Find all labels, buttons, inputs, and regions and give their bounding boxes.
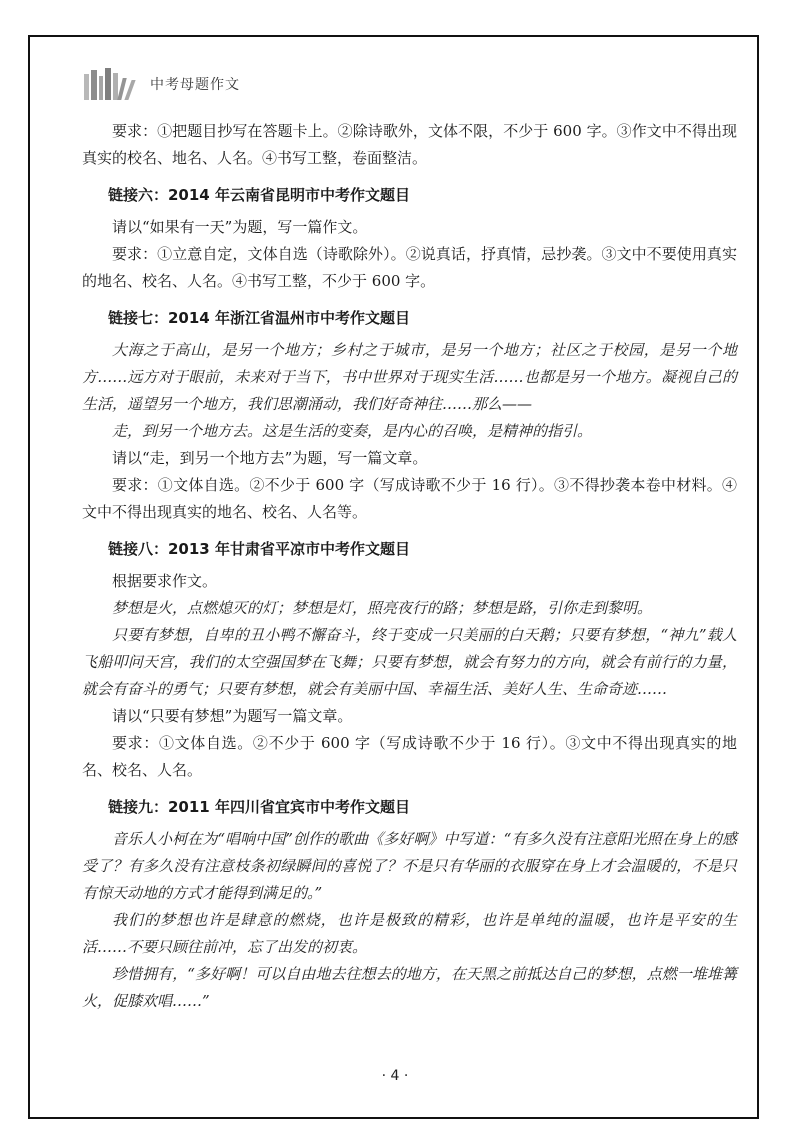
body-paragraph: 要求：①立意自定，文体自选（诗歌除外）。②说真话，抒真情，忌抄袭。③文中不要使用真实的地名、校名、人名。④书写工整，不少于 600 字。	[82, 245, 737, 290]
material-paragraph: 大海之于高山，是另一个地方；乡村之于城市，是另一个地方；社区之于校园，是另一个地方……远方对于眼前，未来对于当下，书中世界对于现实生活……也都是另一个地方。凝视自己的生活，遥望另一个地方，我们思潮涌动，我们好奇神往……那么——	[82, 341, 737, 413]
material-paragraph: 只要有梦想，自卑的丑小鸭不懈奋斗，终于变成一只美丽的白天鹅；只要有梦想，“神九”载人飞船叩问天宫，我们的太空强国梦在飞舞；只要有梦想，就会有努力的方向，就会有前行的力量，就会有奋斗的勇气；只要有梦想，就会有美丽中国、幸福生活、美好人生、生命奇迹……	[82, 626, 737, 698]
section-heading: 链接九：2011 年四川省宜宾市中考作文题目	[108, 798, 410, 816]
body-paragraph: 要求：①把题目抄写在答题卡上。②除诗歌外，文体不限，不少于 600 字。③作文中不得出现真实的校名、地名、人名。④书写工整，卷面整洁。	[82, 122, 737, 167]
material-paragraph: 音乐人小柯在为“唱响中国”创作的歌曲《多好啊》中写道：“有多久没有注意阳光照在身上的感受了？有多久没有注意枝条初绿瞬间的喜悦了？不是只有华丽的衣服穿在身上才会温暖的，不是只有惊天动地的方式才能得到满足的。”	[82, 830, 737, 902]
body-paragraph: 要求：①文体自选。②不少于 600 字（写成诗歌不少于 16 行）。③不得抄袭本卷中材料。④文中不得出现真实的地名、校名、人名等。	[82, 476, 737, 521]
document-body	[82, 118, 737, 1015]
body-paragraph: 请以“只要有梦想”为题写一篇文章。	[112, 707, 353, 725]
page-number: · 4 ·	[381, 1068, 409, 1084]
running-header	[84, 64, 240, 104]
body-paragraph: 要求：①文体自选。②不少于 600 字（写成诗歌不少于 16 行）。③文中不得出现真实的地名、校名、人名。	[82, 734, 737, 779]
body-paragraph: 请以“走，到另一个地方去”为题，写一篇文章。	[112, 449, 428, 467]
section-heading: 链接八：2013 年甘肃省平凉市中考作文题目	[108, 540, 410, 558]
header-title: 中考母题作文	[150, 77, 240, 93]
section-heading: 链接六：2014 年云南省昆明市中考作文题目	[108, 186, 410, 204]
material-paragraph: 梦想是火，点燃熄灭的灯；梦想是灯，照亮夜行的路；梦想是路，引你走到黎明。	[112, 599, 653, 617]
books-icon	[84, 66, 140, 102]
body-paragraph: 请以“如果有一天”为题，写一篇作文。	[112, 218, 368, 236]
material-paragraph: 珍惜拥有，“多好啊！可以自由地去往想去的地方，在天黑之前抵达自己的梦想，点燃一堆堆篝火，促膝欢唱……”	[82, 965, 737, 1010]
section-heading: 链接七：2014 年浙江省温州市中考作文题目	[108, 309, 410, 327]
body-paragraph: 根据要求作文。	[112, 572, 218, 590]
material-paragraph: 我们的梦想也许是肆意的燃烧，也许是极致的精彩，也许是单纯的温暖，也许是平安的生活……不要只顾往前冲，忘了出发的初衷。	[82, 911, 737, 956]
material-paragraph: 走，到另一个地方去。这是生活的变奏，是内心的召唤，是精神的指引。	[112, 422, 593, 440]
